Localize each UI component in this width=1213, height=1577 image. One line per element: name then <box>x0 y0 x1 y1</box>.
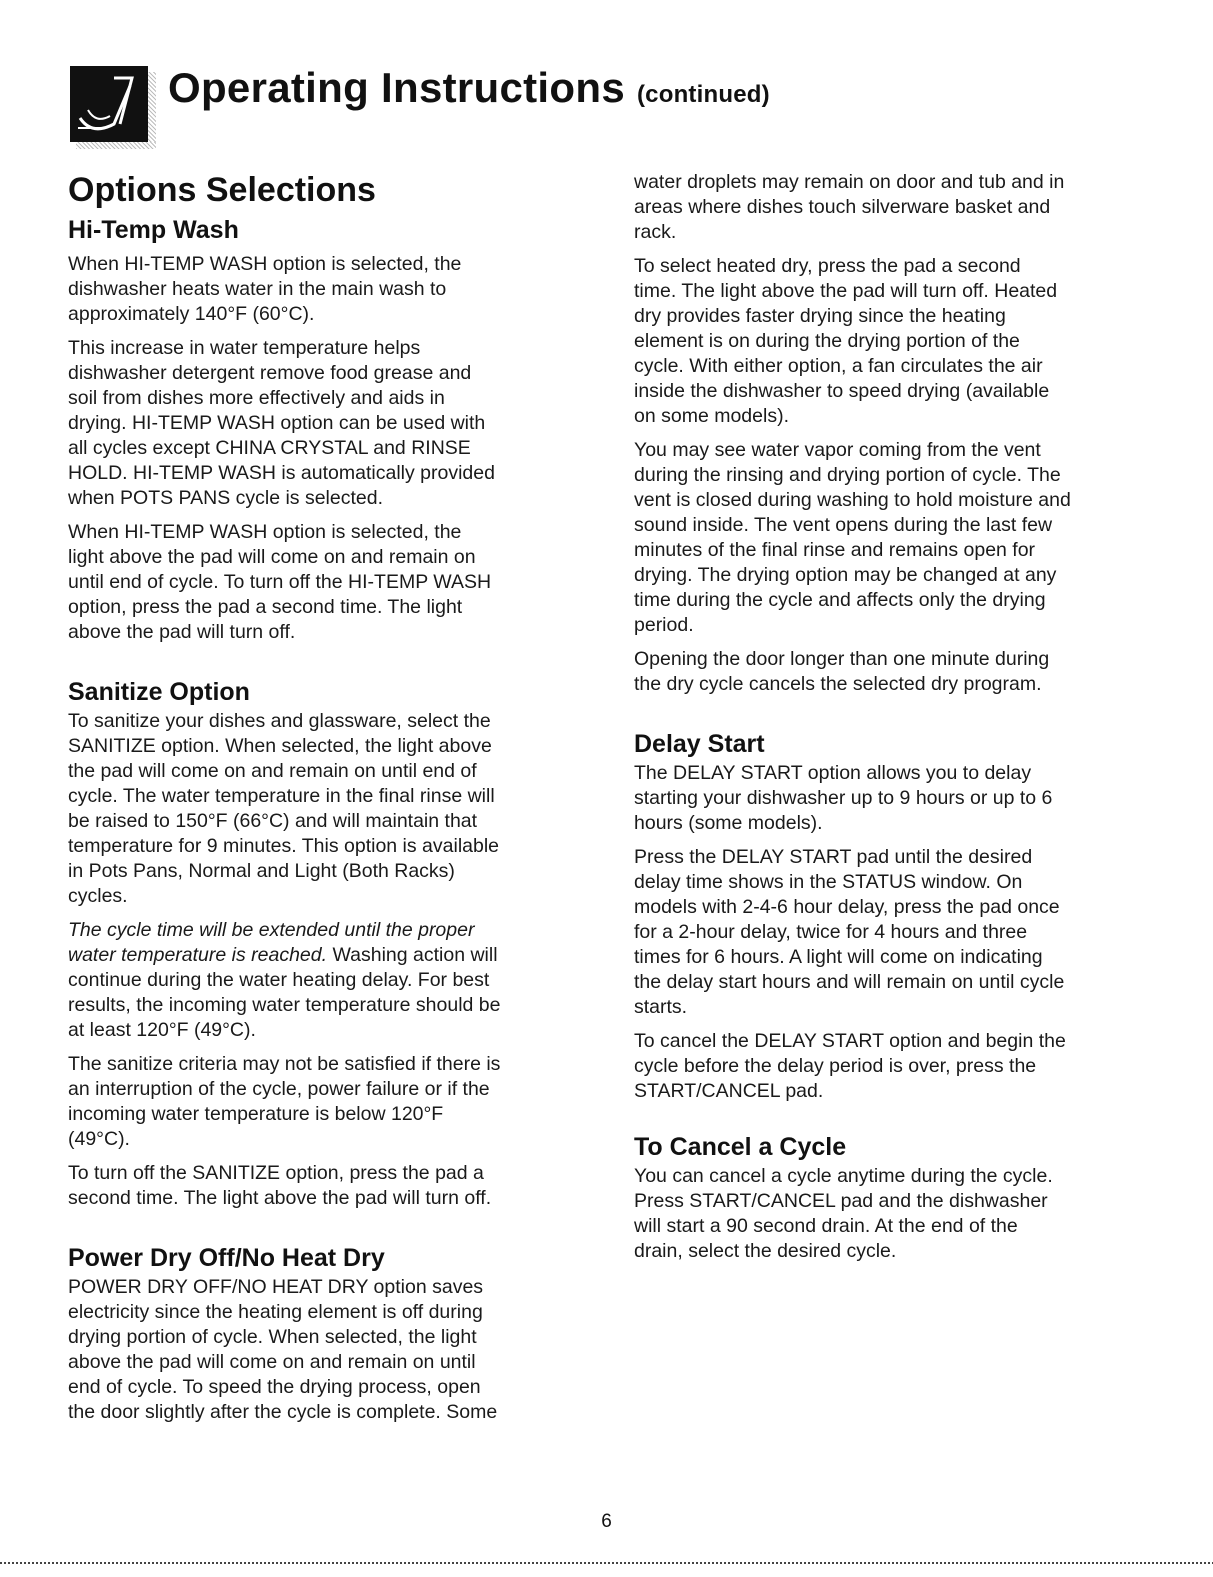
cancel-cycle-paragraph: You can cancel a cycle anytime during the cycle. Press START/CANCEL pad and the dishwasher will start a 90 second drain. At the end of the drain, select the desired cycle. <box>634 1165 1053 1262</box>
sanitize-paragraph-2: The cycle time will be extended until the proper water temperature is reached. Washing action will continue during the water heating delay. For best results, the incoming water temperature should be at least 120°F (49°C). <box>68 919 501 1041</box>
hitemp-paragraph-3: When HI-TEMP WASH option is selected, the light above the pad will come on and remain on until end of cycle. To turn off the HI-TEMP WASH option, press the pad a second time. The light above the pad will turn off. <box>68 521 492 643</box>
page-title <box>168 60 770 123</box>
page-header <box>70 60 1170 150</box>
delay-start-paragraph-2: Press the DELAY START pad until the desired delay time shows in the STATUS window. On models with 2-4-6 hour delay, press the pad once for a 2-hour delay, twice for 4 hours and three times for 6 hours. A light will come on indicating the delay start hours and will remain on until cycle starts. <box>634 846 1065 1018</box>
door-opening-paragraph: Opening the door longer than one minute during the dry cycle cancels the selected dry program. <box>634 648 1050 695</box>
title-subtitle: (continued) <box>636 81 770 108</box>
sanitize-option-heading: Sanitize Option <box>68 678 250 706</box>
sanitize-paragraph-4: To turn off the SANITIZE option, press the pad a second time. The light above the pad will turn off. <box>68 1162 492 1209</box>
logo-shadow <box>76 142 156 149</box>
power-dry-paragraph-1: POWER DRY OFF/NO HEAT DRY option saves electricity since the heating element is off during drying portion of cycle. When selected, the light above the pad will come on and remain on until end of cycle. To speed the drying process, open the door slightly after the cycle is complete. Some <box>68 1276 498 1423</box>
vent-paragraph: You may see water vapor coming from the vent during the rinsing and drying portion of cycle. The vent is closed during washing to hold moisture and sound inside. The vent opens during the last few minutes of the final rinse and remains open for drying. The drying option may be changed at any time during the cycle and affects only the drying period. <box>634 439 1071 636</box>
sanitize-paragraph-1: To sanitize your dishes and glassware, select the SANITIZE option. When selected, the light above the pad will come on and remain on until end of cycle. The water temperature in the final rinse will be raised to 150°F (66°C) and will maintain that temperature for 9 minutes. This option is available in Pots Pans, Normal and Light (Both Racks) cycles. <box>68 710 500 907</box>
left-column <box>68 168 568 1434</box>
delay-start-paragraph-3: To cancel the DELAY START option and begin the cycle before the delay period is over, press the START/CANCEL pad. <box>634 1030 1066 1102</box>
delay-start-paragraph-1: The DELAY START option allows you to delay starting your dishwasher up to 9 hours or up to 6 hours (some models). <box>634 762 1053 834</box>
cancel-cycle-heading: To Cancel a Cycle <box>634 1133 847 1161</box>
logo-shadow <box>148 72 156 148</box>
page-number: 6 <box>601 1511 612 1532</box>
sanitize-paragraph-3: The sanitize criteria may not be satisfied if there is an interruption of the cycle, power failure or if the incoming water temperature is below 120°F (49°C). <box>68 1053 501 1150</box>
bottom-rule <box>0 1562 1213 1564</box>
hitemp-paragraph-2: This increase in water temperature helps dishwasher detergent remove food grease and soil from dishes more effectively and aids in drying. HI-TEMP WASH option can be used with all cycles except CHINA CRYSTAL and RINSE HOLD. HI-TEMP WASH is automatically provided when POTS PANS cycle is selected. <box>68 337 495 509</box>
power-dry-continued: water droplets may remain on door and tub and in areas where dishes touch silverware basket and rack. <box>634 171 1065 243</box>
delay-start-heading: Delay Start <box>634 730 765 758</box>
right-column <box>634 170 1134 1273</box>
dishwasher-spray-icon <box>70 66 148 142</box>
power-dry-heading: Power Dry Off/No Heat Dry <box>68 1244 385 1272</box>
heated-dry-paragraph: To select heated dry, press the pad a second time. The light above the pad will turn off. Heated dry provides faster drying since the heating element is on during the drying portion of the cycle. With either option, a fan circulates the air inside the dishwasher to speed drying (available on some models). <box>634 255 1058 427</box>
title-main: Operating Instructions <box>168 64 625 111</box>
hitemp-wash-heading: Hi-Temp Wash <box>68 216 239 244</box>
section-heading: Options Selections <box>68 171 376 209</box>
hitemp-paragraph-1: When HI-TEMP WASH option is selected, the dishwasher heats water in the main wash to approximately 140°F (60°C). <box>68 253 462 325</box>
